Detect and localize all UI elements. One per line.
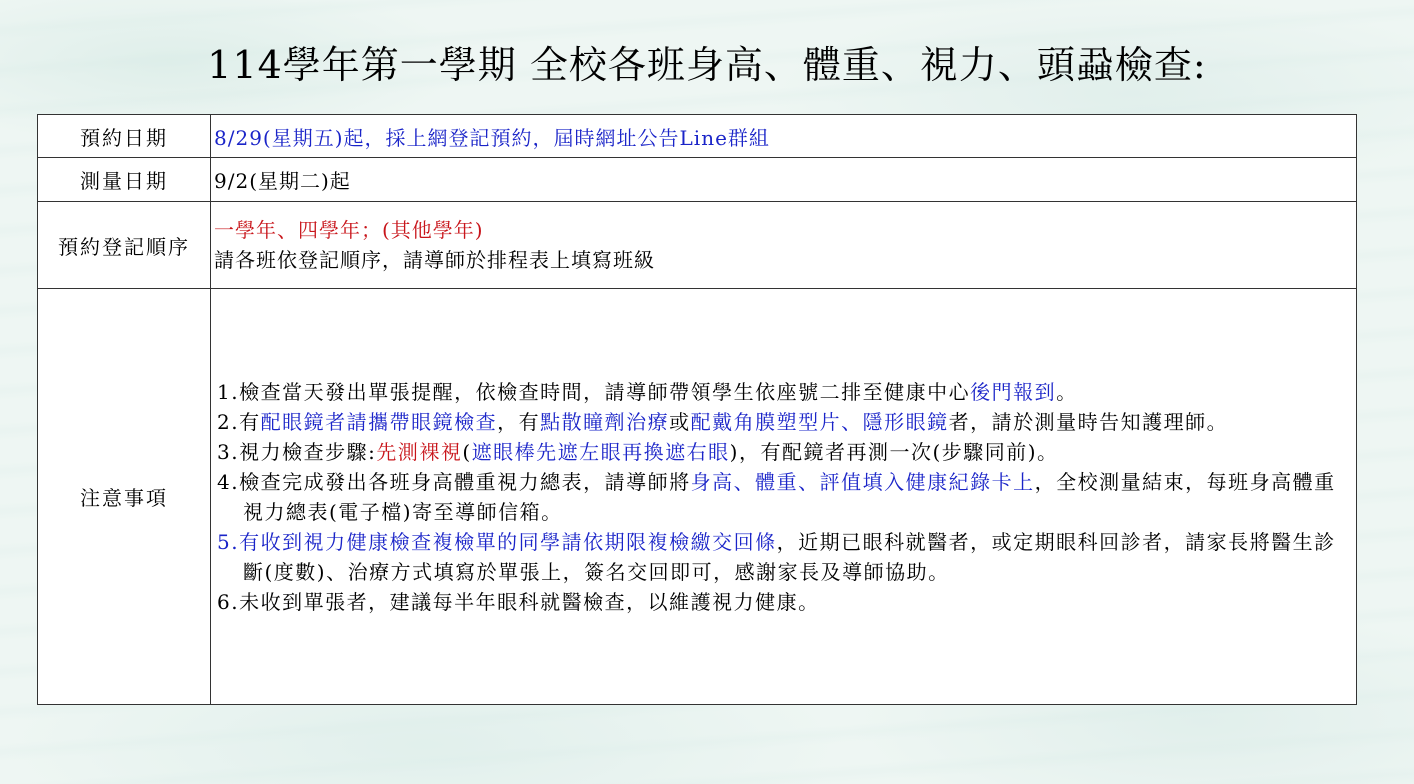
note-item-3-text-1: 3.視力檢查步驟: [217, 439, 377, 464]
booking-order-instruction: 請各班依登記順序，請導師於排程表上填寫班級 [214, 248, 655, 272]
note-item-2 [217, 407, 1342, 437]
notes-value [211, 289, 1357, 705]
note-item-1-text-2: 後門報到 [970, 379, 1057, 404]
notes-list [214, 377, 1356, 617]
note-item-4 [217, 467, 1342, 527]
note-item-4-text-3: ，全校測量結束，每班身高體重視力總表(電子檔)寄至導師信箱。 [243, 469, 1336, 524]
note-item-2-text-6: 配戴角膜塑型片、隱形眼鏡 [690, 409, 949, 434]
note-item-4-text-1: 4.檢查完成發出各班身高體重視力總表，請導師將 [217, 469, 691, 494]
booking-date-value: 8/29(星期五)起，採上網登記預約，屆時網址公告Line群組 [211, 115, 1357, 158]
note-item-5-text-1: 5.有收到視力健康檢查複檢單的同學請依期限複檢繳交回條 [217, 529, 777, 554]
checkup-info-table [37, 114, 1357, 705]
note-item-6 [217, 587, 1342, 617]
table-row-booking-order [38, 202, 1357, 289]
measure-date-value: 9/2(星期二)起 [211, 158, 1357, 202]
note-item-2-text-3: ，有 [497, 409, 541, 434]
note-item-2-text-4: 點散瞳劑治療 [540, 409, 670, 434]
booking-date-label: 預約日期 [38, 115, 211, 158]
note-item-3-text-4: 遮眼棒先遮左眼再換遮右眼 [471, 439, 730, 464]
note-item-1 [217, 377, 1342, 407]
booking-order-value [211, 202, 1357, 289]
table-row-notes [38, 289, 1357, 705]
note-item-4-text-2: 身高、體重、評值填入健康紀錄卡上 [690, 469, 1035, 494]
note-item-2-text-5: 或 [669, 409, 691, 434]
note-item-6-text-1: 6.未收到單張者，建議每半年眼科就醫檢查，以維護視力健康。 [217, 589, 820, 614]
table-row-measure-date [38, 158, 1357, 202]
note-item-3-text-5: )，有配鏡者再測一次(步驟同前)。 [729, 439, 1059, 464]
note-item-3-text-2: 先測裸視 [376, 439, 463, 464]
page-title: 114學年第一學期 全校各班身高、體重、視力、頭蝨檢查: [207, 43, 1207, 87]
note-item-3-text-3: ( [462, 439, 472, 464]
note-item-5 [217, 527, 1342, 587]
booking-order-grades: 一學年、四學年；(其他學年) [214, 218, 484, 242]
note-item-1-text-3: 。 [1056, 379, 1078, 404]
note-item-1-text-1: 1.檢查當天發出單張提醒，依檢查時間，請導師帶領學生依座號二排至健康中心 [217, 379, 971, 404]
note-item-2-text-7: 者，請於測量時告知護理師。 [948, 409, 1229, 434]
note-item-2-text-1: 2.有 [217, 409, 261, 434]
table-row-booking-date [38, 115, 1357, 158]
measure-date-label: 測量日期 [38, 158, 211, 202]
note-item-2-text-2: 配眼鏡者請攜帶眼鏡檢查 [260, 409, 498, 434]
note-item-3 [217, 437, 1342, 467]
booking-order-label: 預約登記順序 [38, 202, 211, 289]
notes-label: 注意事項 [38, 289, 211, 705]
note-item-5-text-2: ，近期已眼科就醫者，或定期眼科回診者，請家長將醫生診斷(度數)、治療方式填寫於單張上，簽名交回即可，感謝家長及導師協助。 [243, 529, 1336, 584]
